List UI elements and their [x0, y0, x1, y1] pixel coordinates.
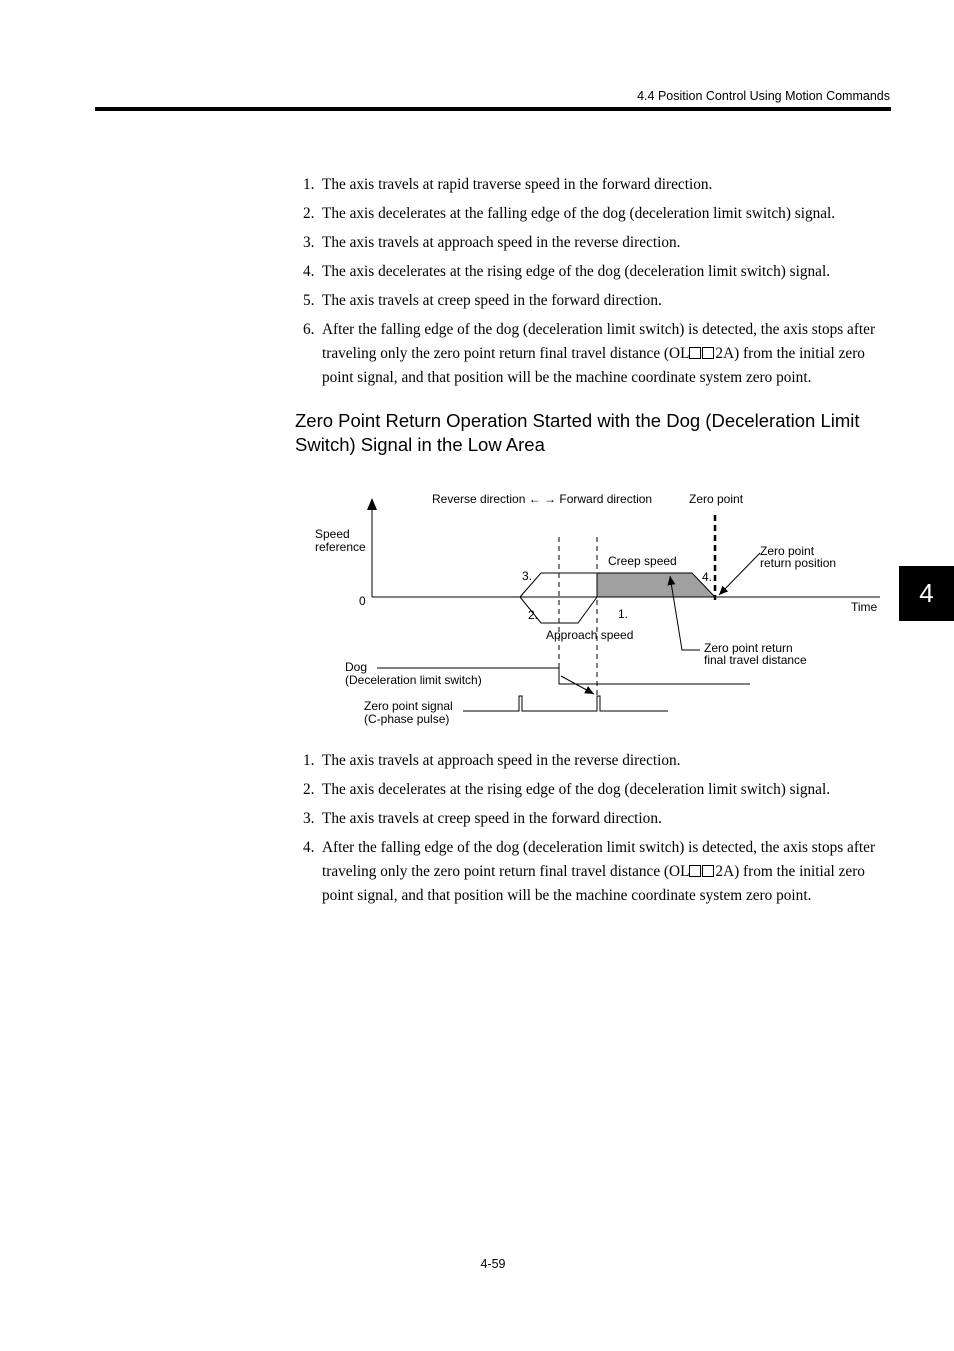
chapter-tab: 4 [899, 566, 954, 621]
placeholder-box-icon [702, 865, 714, 877]
final-distance-label: final travel distance [704, 653, 807, 667]
list-item: 4. The axis decelerates at the rising edge of the dog (deceleration limit switch) signal. [303, 263, 831, 280]
list-item: 4. After the falling edge of the dog (deceleration limit switch) is detected, the axis stops after traveling only the zero point return final travel distance (OL 2A) from the initial zero point signal, and that position will be the machine coordinate system zero point. [303, 839, 876, 904]
dog-label: Dog [345, 660, 368, 674]
running-header: 4.4 Position Control Using Motion Commands [637, 89, 890, 103]
section-title: Zero Point Return Operation Started with the Dog (Deceleration Limit Switch) Signal in the Low Area [295, 410, 860, 455]
step-label: 2. [528, 608, 539, 622]
speed-reference-label: Speed [315, 527, 350, 541]
zero-point-label: Zero point [689, 492, 744, 506]
list-item: 2. The axis decelerates at the falling edge of the dog (deceleration limit switch) signal. [303, 205, 836, 222]
direction-label: Reverse direction ← → Forward direction [432, 492, 653, 506]
list-item: 1. The axis travels at approach speed in the reverse direction. [303, 752, 681, 769]
final-travel-distance-area [597, 573, 715, 597]
step-label: 1. [618, 607, 629, 621]
list-item: 1. The axis travels at rapid traverse speed in the forward direction. [303, 176, 713, 193]
list-item: 6. After the falling edge of the dog (deceleration limit switch) is detected, the axis stops after traveling only the zero point return final travel distance (OL 2A) from the initial zero point signal, and that position will be the machine coordinate system zero point. [303, 321, 876, 386]
zero-point-position-label: Zero point [760, 544, 815, 558]
step-label: 3. [522, 569, 533, 583]
page-number: 4-59 [480, 1257, 506, 1271]
approach-speed-label: Approach speed [546, 628, 634, 642]
creep-speed-label: Creep speed [608, 554, 677, 568]
time-label: Time [851, 600, 878, 614]
list-item: 3. The axis travels at creep speed in the forward direction. [303, 810, 662, 827]
list-item: 2. The axis decelerates at the rising edge of the dog (deceleration limit switch) signal. [303, 781, 831, 798]
axis-arrow-icon [367, 498, 377, 510]
dog-label: (Deceleration limit switch) [345, 673, 482, 687]
steps-list-2 [295, 749, 895, 913]
zero-point-signal-label: (C-phase pulse) [364, 712, 450, 726]
list-item: 3. The axis travels at approach speed in the reverse direction. [303, 234, 681, 251]
placeholder-box-icon [689, 865, 701, 877]
zero-point-position-leader [719, 553, 760, 595]
zero-point-signal-label: Zero point signal [364, 699, 453, 713]
zero-point-position-label: return position [760, 556, 837, 570]
dog-to-pulse-arrow [561, 676, 594, 694]
list-item: 5. The axis travels at creep speed in the forward direction. [303, 292, 662, 309]
speed-reference-label: reference [315, 540, 366, 554]
step-label: 4. [702, 570, 713, 584]
origin-label: 0 [359, 594, 366, 608]
zero-point-signal-waveform [463, 696, 668, 711]
final-distance-label: Zero point return [704, 641, 793, 655]
